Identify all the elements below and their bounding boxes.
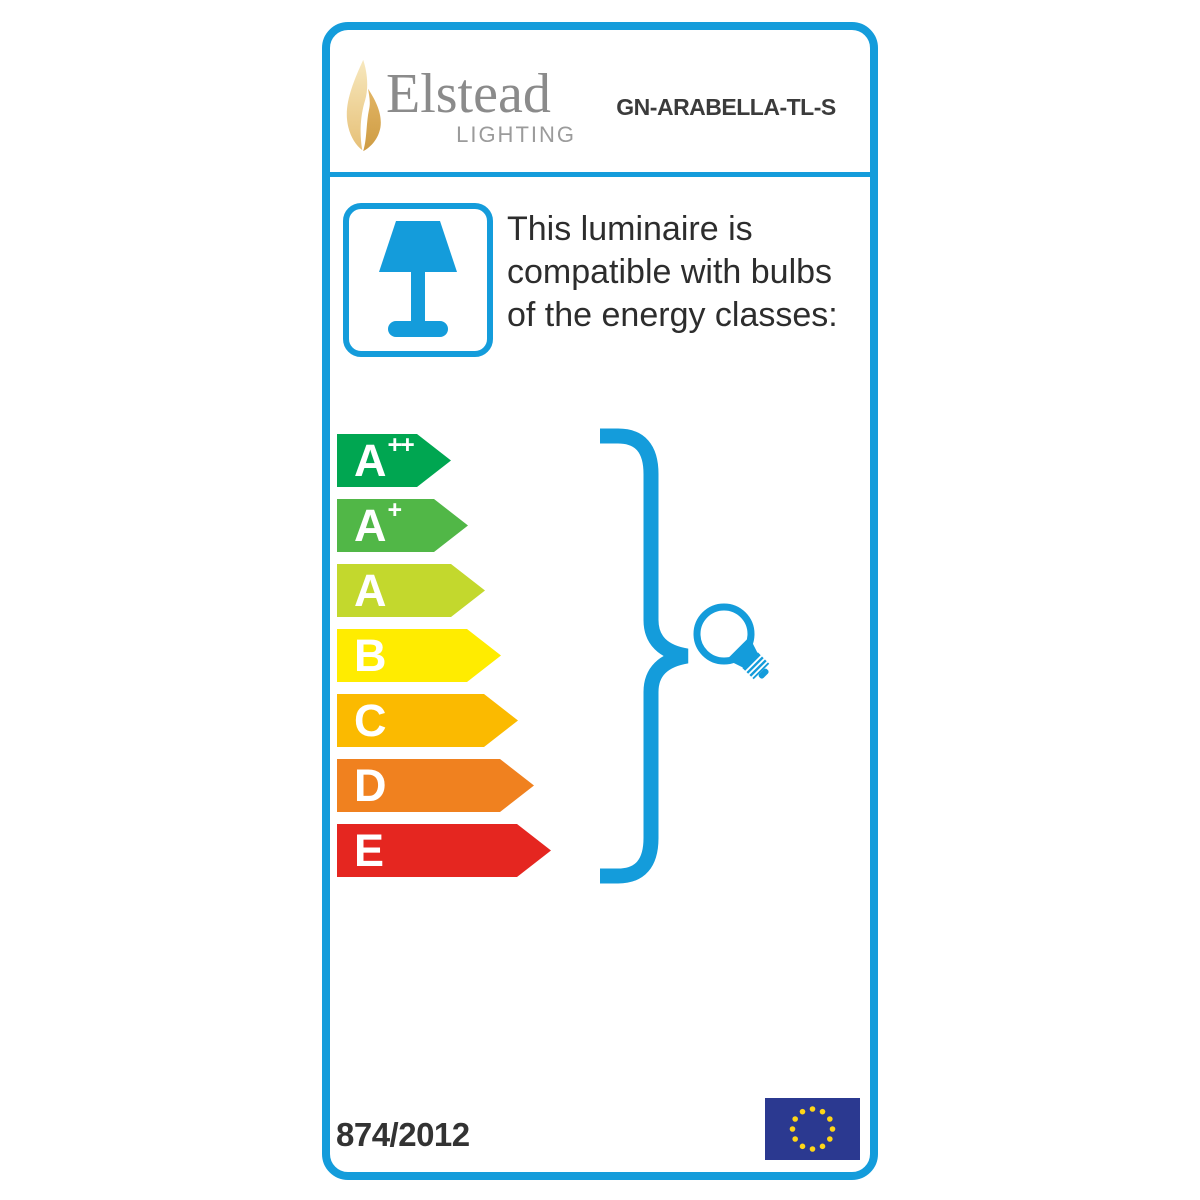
compatibility-text <box>507 208 867 337</box>
energy-class-label: A+ <box>354 496 401 551</box>
energy-class-label: D <box>354 760 387 811</box>
flame-icon <box>344 58 392 154</box>
energy-class-label: A++ <box>354 431 413 486</box>
energy-class-row-e <box>337 824 551 877</box>
eu-flag-icon <box>765 1098 860 1160</box>
energy-class-label: B <box>354 630 387 681</box>
energy-class-row-a <box>337 564 485 617</box>
product-code: GN-ARABELLA-TL-S <box>616 94 836 120</box>
text-line-3: of the energy classes: <box>507 296 838 334</box>
energy-class-row-d <box>337 759 534 812</box>
energy-class-row-b <box>337 629 501 682</box>
energy-class-label: E <box>354 825 385 876</box>
header-divider <box>330 172 870 177</box>
table-lamp-icon <box>349 209 487 351</box>
luminaire-pictogram-box <box>343 203 493 357</box>
energy-class-row-c <box>337 694 518 747</box>
brand-name: Elstead <box>386 63 551 125</box>
light-bulb-icon <box>680 588 815 723</box>
energy-class-row-ap <box>337 496 468 552</box>
brand-subtitle: LIGHTING <box>456 122 576 147</box>
text-line-1: This luminaire is <box>507 210 753 248</box>
regulation-number: 874/2012 <box>336 1116 470 1153</box>
energy-class-label: C <box>354 695 387 746</box>
energy-label-card <box>322 22 878 1180</box>
energy-class-row-app <box>337 431 451 487</box>
text-line-2: compatible with bulbs <box>507 253 833 291</box>
energy-class-label: A <box>354 565 387 616</box>
